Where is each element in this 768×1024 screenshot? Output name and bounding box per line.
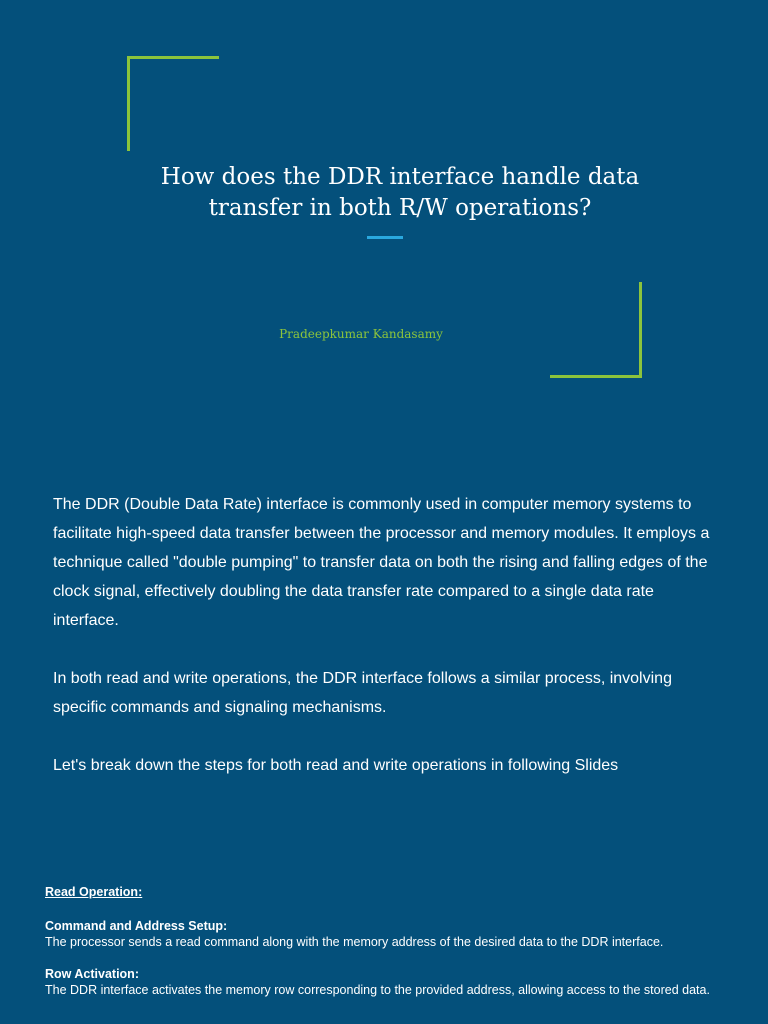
read-step-title: Command and Address Setup:	[45, 919, 228, 933]
read-operation-heading: Read Operation:	[45, 885, 143, 899]
slide-title: How does the DDR interface handle data transfer in both R/W operations?	[160, 164, 640, 221]
intro-text	[53, 490, 721, 809]
corner-bracket-top-left-vertical	[127, 56, 130, 151]
read-operation-section	[45, 884, 745, 1014]
intro-paragraph: In both read and write operations, the DDR interface follows a similar process, involving specific commands and signaling mechanisms.	[53, 670, 672, 716]
corner-bracket-bottom-right-horizontal	[550, 375, 642, 378]
corner-bracket-top-left-horizontal	[127, 56, 219, 59]
read-step-title: Row Activation:	[45, 967, 139, 981]
corner-bracket-bottom-right-vertical	[639, 282, 642, 378]
read-step	[45, 966, 745, 998]
intro-paragraph: Let's break down the steps for both read and write operations in following Slides	[53, 757, 619, 774]
read-step	[45, 918, 745, 950]
read-step-description: The processor sends a read command along with the memory address of the desired data to the DDR interface.	[45, 935, 664, 949]
read-step-description: The DDR interface activates the memory row corresponding to the provided address, allowing access to the stored data.	[45, 983, 710, 997]
intro-paragraph: The DDR (Double Data Rate) interface is commonly used in computer memory systems to facilitate high-speed data transfer between the processor and memory modules. It employs a technique called "double pumping" to transfer data on both the rising and falling edges of the clock signal, effectively doubling the data transfer rate compared to a single data rate interface.	[53, 496, 710, 629]
author-name: Pradeepkumar Kandasamy	[279, 327, 443, 341]
title-underline	[367, 236, 403, 239]
